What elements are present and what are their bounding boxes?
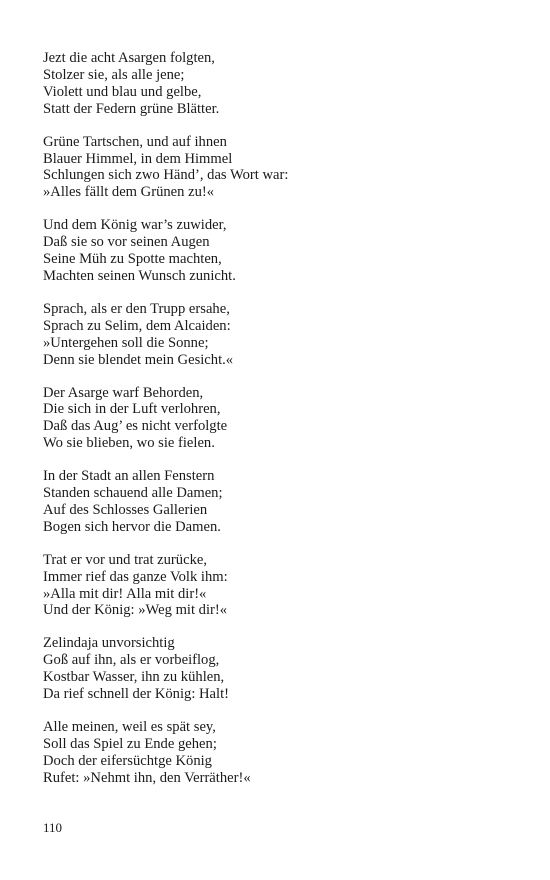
poem-line: Soll das Spiel zu Ende gehen; bbox=[43, 735, 217, 752]
poem-line: Auf des Schlosses Gallerien bbox=[43, 501, 208, 518]
poem-line: Kostbar Wasser, ihn zu kühlen, bbox=[43, 669, 225, 686]
poem-line: »Alla mit dir! Alla mit dir!« bbox=[43, 585, 207, 602]
stanza bbox=[43, 134, 513, 202]
stanza bbox=[43, 385, 513, 453]
stanza bbox=[43, 468, 513, 536]
poem-line: Trat er vor und trat zurücke, bbox=[43, 551, 207, 568]
poem-line: Standen schauend alle Damen; bbox=[43, 485, 223, 502]
poem-line: Sprach zu Selim, dem Alcaiden: bbox=[43, 317, 231, 334]
stanza bbox=[43, 635, 513, 703]
poem-line: Immer rief das ganze Volk ihm: bbox=[43, 568, 228, 585]
poem-line: Wo sie blieben, wo sie fielen. bbox=[43, 435, 215, 452]
poem-line: »Untergehen soll die Sonne; bbox=[43, 334, 209, 351]
poem-line: Und der König: »Weg mit dir!« bbox=[43, 602, 228, 619]
poem-line: Bogen sich hervor die Damen. bbox=[43, 518, 221, 535]
poem-line: Und dem König war’s zuwider, bbox=[43, 217, 227, 234]
poem-line: Zelindaja unvorsichtig bbox=[43, 635, 175, 652]
poem-line: Der Asarge warf Behorden, bbox=[43, 384, 204, 401]
poem-line: Daß das Aug’ es nicht verfolgte bbox=[43, 418, 228, 435]
poem-line: Stolzer sie, als alle jene; bbox=[43, 66, 185, 83]
poem-line: Machten seinen Wunsch zunicht. bbox=[43, 267, 236, 284]
poem-line: Violett und blau und gelbe, bbox=[43, 83, 202, 100]
poem-line: Goß auf ihn, als er vorbeiflog, bbox=[43, 652, 220, 669]
poem-line: Daß sie so vor seinen Augen bbox=[43, 234, 210, 251]
poem-line: Statt der Federn grüne Blätter. bbox=[43, 100, 220, 117]
poem-line: Sprach, als er den Trupp ersahe, bbox=[43, 300, 230, 317]
poem-line: Jezt die acht Asargen folgten, bbox=[43, 50, 215, 66]
poem-line: In der Stadt an allen Fenstern bbox=[43, 468, 215, 485]
stanza bbox=[43, 217, 513, 285]
stanza bbox=[43, 552, 513, 620]
poem-line: Grüne Tartschen, und auf ihnen bbox=[43, 133, 227, 150]
poem-line: Blauer Himmel, in dem Himmel bbox=[43, 150, 233, 167]
poem-line: Denn sie blendet mein Gesicht.« bbox=[43, 351, 234, 368]
poem-line: Die sich in der Luft verlohren, bbox=[43, 401, 221, 418]
stanza bbox=[43, 719, 513, 787]
stanza bbox=[43, 301, 513, 369]
poem-line: Da rief schnell der König: Halt! bbox=[43, 686, 230, 703]
poem-line: Rufet: »Nehmt ihn, den Verräther!« bbox=[43, 769, 251, 786]
page-number: 110 bbox=[43, 820, 63, 835]
poem-line: Schlungen sich zwo Händ’, das Wort war: bbox=[43, 167, 289, 184]
poem-line: »Alles fällt dem Grünen zu!« bbox=[43, 184, 215, 201]
poem-line: Alle meinen, weil es spät sey, bbox=[43, 719, 216, 735]
poem-body bbox=[43, 50, 513, 803]
stanza bbox=[43, 50, 513, 118]
poem-line: Seine Müh zu Spotte machten, bbox=[43, 251, 222, 268]
poem-line: Doch der eifersüchtge König bbox=[43, 752, 212, 769]
